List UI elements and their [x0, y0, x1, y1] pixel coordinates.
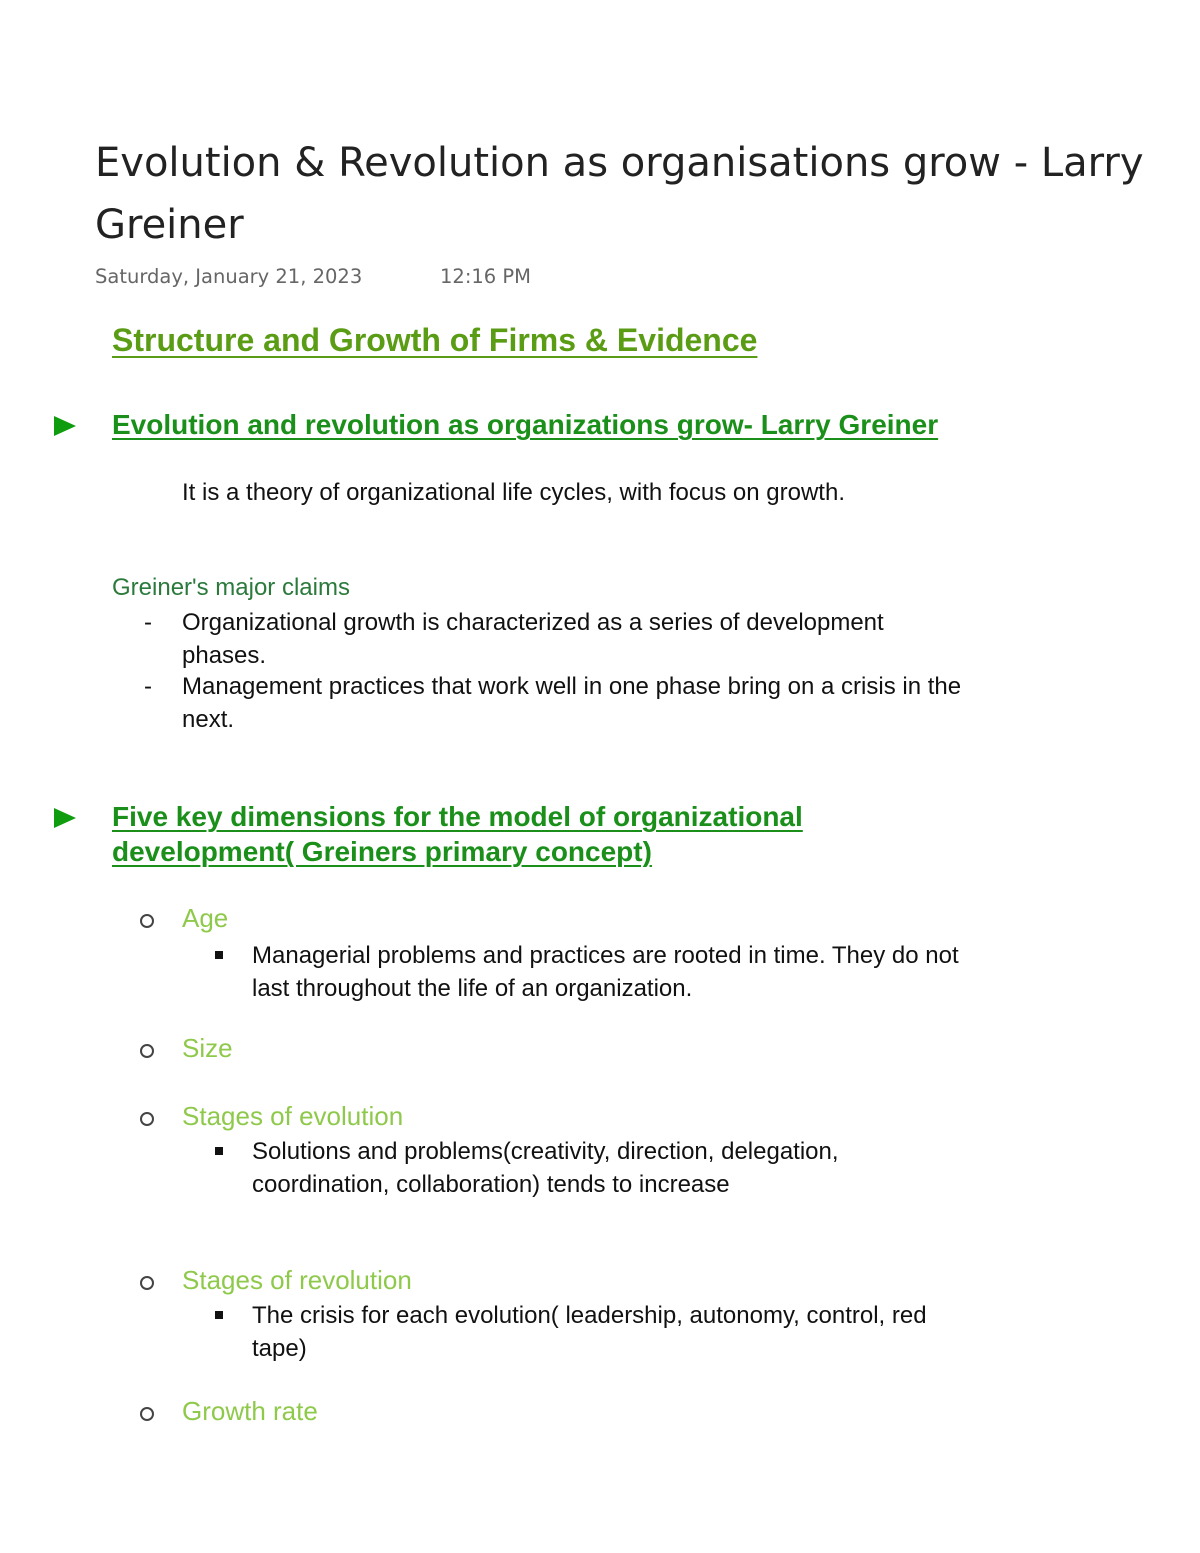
claims-label: Greiner's major claims: [112, 574, 350, 601]
dimension-label: Stages of revolution: [182, 1265, 412, 1295]
dash-bullet-icon: -: [144, 673, 152, 700]
square-bullet-icon: [215, 1311, 223, 1319]
circle-bullet-icon: [140, 914, 154, 928]
dimension-label: Size: [182, 1033, 233, 1063]
arrow-bullet-icon: [54, 808, 76, 828]
section1-description: It is a theory of organizational life cycles, with focus on growth.: [182, 479, 845, 506]
section1-heading: Evolution and revolution as organizations grow- Larry Greiner: [112, 409, 939, 440]
dimension-detail: Solutions and problems(creativity, direction, delegation, coordination, collaboration) tends to increase: [252, 1138, 839, 1198]
dimension-detail: Managerial problems and practices are rooted in time. They do not last throughout the life of an organization.: [252, 942, 959, 1002]
dimension-detail: The crisis for each evolution( leadership, autonomy, control, red tape): [252, 1302, 927, 1362]
circle-bullet-icon: [140, 1044, 154, 1058]
square-bullet-icon: [215, 1147, 223, 1155]
dash-bullet-icon: -: [144, 609, 152, 636]
circle-bullet-icon: [140, 1112, 154, 1126]
circle-bullet-icon: [140, 1276, 154, 1290]
circle-bullet-icon: [140, 1407, 154, 1421]
dimension-label: Growth rate: [182, 1396, 318, 1426]
note-date: Saturday, January 21, 2023: [95, 265, 363, 288]
arrow-bullet-icon: [54, 416, 76, 436]
claim-item: Organizational growth is characterized as a series of development phases.: [182, 609, 884, 669]
square-bullet-icon: [215, 951, 223, 959]
page-title: Evolution & Revolution as organisations grow - Larry Greiner: [95, 140, 1144, 248]
dimension-label: Age: [182, 903, 229, 933]
claim-item: Management practices that work well in one phase bring on a crisis in the next.: [182, 673, 962, 733]
note-time: 12:16 PM: [440, 265, 531, 288]
main-heading: Structure and Growth of Firms & Evidence: [112, 322, 758, 358]
section2-heading: Five key dimensions for the model of organizational development( Greiners primary concept): [112, 801, 803, 867]
dimension-label: Stages of evolution: [182, 1101, 404, 1131]
